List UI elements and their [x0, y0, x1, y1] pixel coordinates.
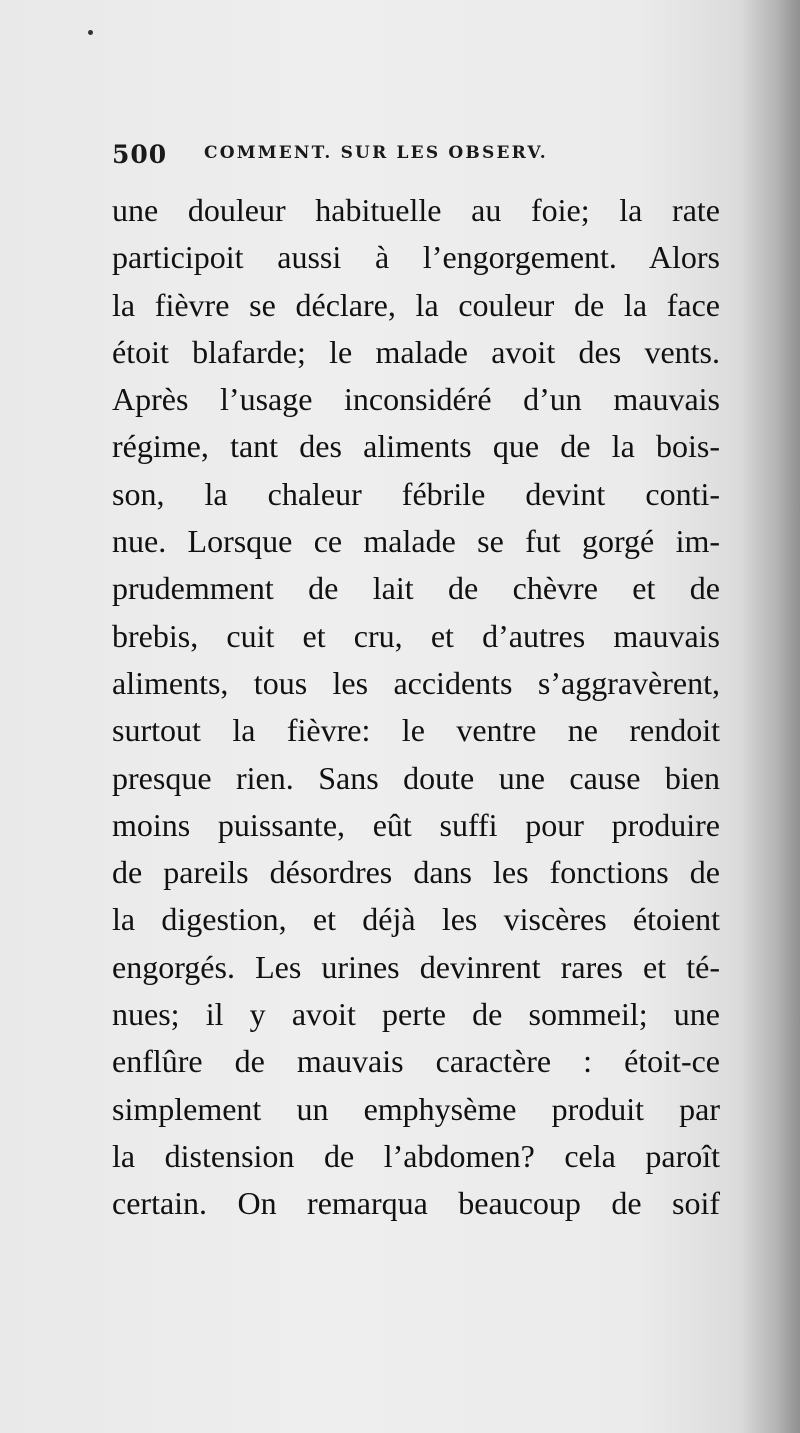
page-edge-shadow	[742, 0, 800, 1433]
text-line: étoit blafarde; le malade avoit des vents.	[112, 333, 720, 370]
text-line: de pareils désordres dans les fonctions de	[112, 854, 720, 891]
text-line: la fièvre se déclare, la couleur de la face	[112, 286, 720, 323]
body-text	[112, 187, 720, 1228]
text-line: Après l’usage inconsidéré d’un mauvais	[112, 381, 720, 418]
text-line: nue. Lorsque ce malade se fut gorgé im-	[112, 523, 720, 560]
text-line: engorgés. Les urines devinrent rares et té-	[112, 948, 720, 985]
page-number: 500	[112, 140, 168, 169]
text-line: certain. On remarqua beaucoup de soif	[112, 1185, 720, 1222]
text-line: la digestion, et déjà les viscères étoient	[112, 901, 720, 938]
text-line: prudemment de lait de chèvre et de	[112, 570, 720, 607]
text-line: surtout la fièvre: le ventre ne rendoit	[112, 712, 720, 749]
text-line: participoit aussi à l’engorgement. Alors	[112, 239, 720, 276]
text-line: régime, tant des aliments que de la bois-	[112, 428, 720, 465]
text-line: nues; il y avoit perte de sommeil; une	[112, 996, 720, 1033]
text-line: aliments, tous les accidents s’aggravèrent,	[112, 664, 720, 701]
text-line: simplement un emphysème produit par	[112, 1090, 720, 1127]
text-line: enflûre de mauvais caractère : étoit-ce	[112, 1043, 720, 1080]
text-line: une douleur habituelle au foie; la rate	[112, 192, 720, 228]
text-line: moins puissante, eût suffi pour produire	[112, 806, 720, 843]
text-line: presque rien. Sans doute une cause bien	[112, 759, 720, 796]
text-line: brebis, cuit et cru, et d’autres mauvais	[112, 617, 720, 654]
ink-speck	[88, 30, 93, 35]
text-line: la distension de l’abdomen? cela paroît	[112, 1137, 720, 1174]
running-title: COMMENT. SUR LES OBSERV.	[204, 143, 548, 163]
text-line: son, la chaleur fébrile devint conti-	[112, 475, 720, 512]
running-head	[112, 140, 632, 180]
